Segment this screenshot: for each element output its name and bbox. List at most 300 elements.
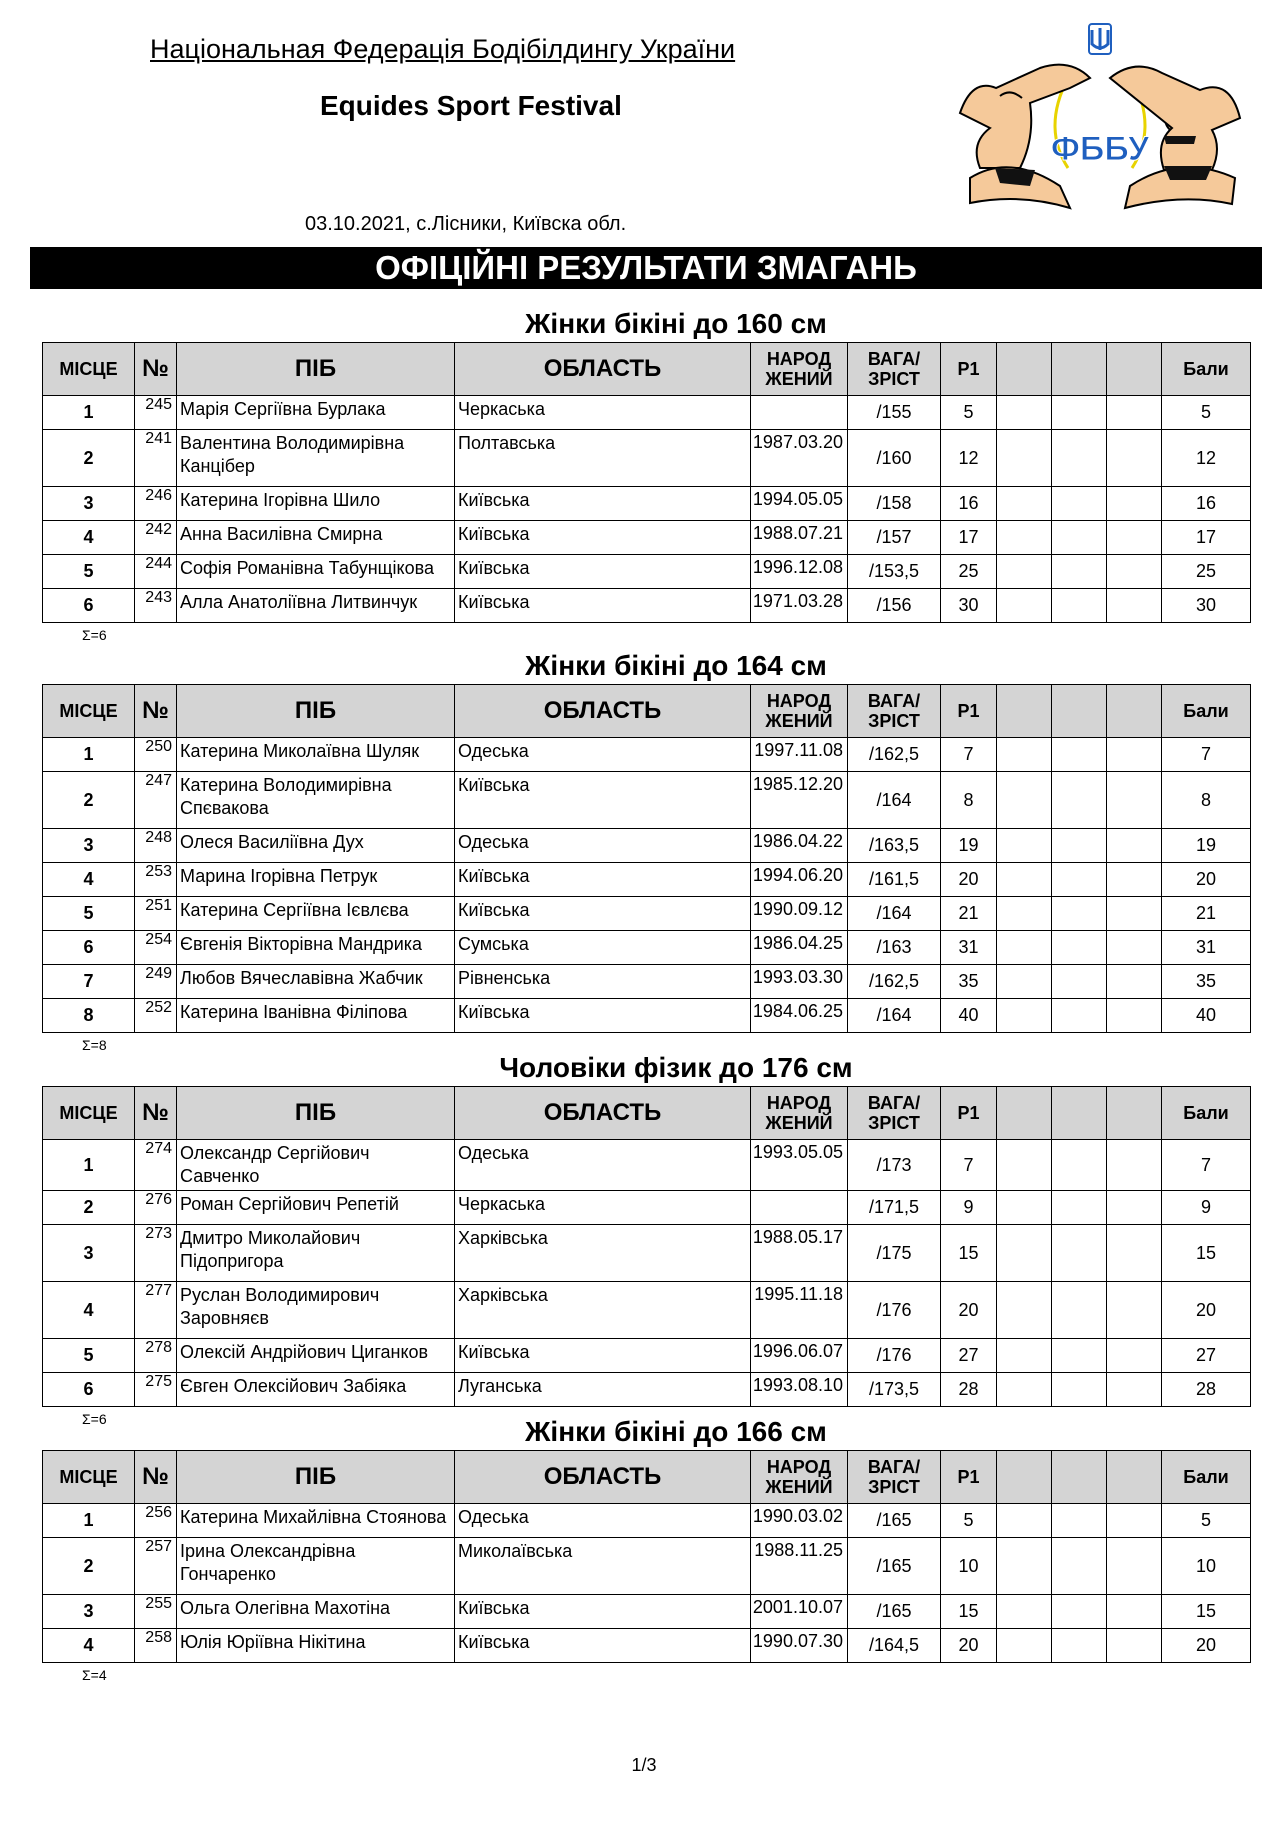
empty-cell	[1052, 555, 1107, 589]
empty-cell	[997, 1629, 1052, 1663]
birth-date-cell: 1986.04.22	[751, 829, 848, 863]
place-cell: 2	[43, 430, 135, 487]
birth-date-cell: 1984.06.25	[751, 999, 848, 1033]
birth-date-cell: 1996.12.08	[751, 555, 848, 589]
empty-cell	[1052, 1225, 1107, 1282]
table-header-row	[43, 343, 1251, 396]
birth-date-cell: 1987.03.20	[751, 430, 848, 487]
number-cell: 277	[135, 1282, 177, 1339]
empty-cell	[1052, 829, 1107, 863]
place-cell: 8	[43, 999, 135, 1033]
points-cell: 20	[1162, 1282, 1251, 1339]
col-header-empty	[1107, 685, 1162, 738]
name-cell: Марія Сергіївна Бурлака	[177, 396, 455, 430]
empty-cell	[1052, 589, 1107, 623]
birth-date-cell: 1994.05.05	[751, 487, 848, 521]
name-cell: Катерина Ігорівна Шило	[177, 487, 455, 521]
empty-cell	[1107, 1140, 1162, 1191]
region-cell: Київська	[455, 772, 751, 829]
empty-cell	[997, 555, 1052, 589]
points-cell: 12	[1162, 430, 1251, 487]
col-header-place: МІСЦЕ	[43, 1087, 135, 1140]
empty-cell	[1107, 965, 1162, 999]
table-row	[43, 521, 1251, 555]
birth-date-cell: 2001.10.07	[751, 1595, 848, 1629]
region-cell: Полтавська	[455, 430, 751, 487]
place-cell: 3	[43, 1225, 135, 1282]
points-cell: 19	[1162, 829, 1251, 863]
empty-cell	[1107, 430, 1162, 487]
col-header-birth: НАРОД ЖЕНИЙ	[751, 343, 848, 396]
region-cell: Київська	[455, 555, 751, 589]
category-title: Жінки бікіні до 166 см	[525, 1416, 827, 1447]
empty-cell	[1052, 1140, 1107, 1191]
name-cell: Ірина Олександрівна Гончаренко	[177, 1538, 455, 1595]
category-title: Жінки бікіні до 160 см	[525, 308, 827, 339]
weight-height-cell: /164	[848, 772, 941, 829]
region-cell: Київська	[455, 1595, 751, 1629]
empty-cell	[997, 430, 1052, 487]
col-header-place: МІСЦЕ	[43, 1451, 135, 1504]
number-cell: 249	[135, 965, 177, 999]
table-row	[43, 931, 1251, 965]
p1-cell: 40	[941, 999, 997, 1033]
col-header-name: ПІБ	[177, 685, 455, 738]
region-cell: Київська	[455, 897, 751, 931]
empty-cell	[1107, 1373, 1162, 1407]
points-cell: 16	[1162, 487, 1251, 521]
table-header-row	[43, 1451, 1251, 1504]
col-header-weight-height: ВАГА/ ЗРІСТ	[848, 343, 941, 396]
col-header-empty	[1107, 1451, 1162, 1504]
table-row	[43, 396, 1251, 430]
empty-cell	[1107, 1225, 1162, 1282]
region-cell: Черкаська	[455, 1191, 751, 1225]
results-table	[42, 1086, 1251, 1407]
weight-height-cell: /173,5	[848, 1373, 941, 1407]
points-cell: 5	[1162, 396, 1251, 430]
region-cell: Луганська	[455, 1373, 751, 1407]
number-cell: 248	[135, 829, 177, 863]
points-cell: 8	[1162, 772, 1251, 829]
weight-height-cell: /165	[848, 1595, 941, 1629]
place-cell: 6	[43, 931, 135, 965]
place-cell: 3	[43, 829, 135, 863]
empty-cell	[1052, 1629, 1107, 1663]
col-header-empty	[1052, 1087, 1107, 1140]
p1-cell: 25	[941, 555, 997, 589]
birth-date-cell	[751, 396, 848, 430]
table-row	[43, 1373, 1251, 1407]
col-header-empty	[1052, 1451, 1107, 1504]
empty-cell	[1107, 555, 1162, 589]
number-cell: 247	[135, 772, 177, 829]
empty-cell	[997, 1373, 1052, 1407]
number-cell: 253	[135, 863, 177, 897]
empty-cell	[1107, 1595, 1162, 1629]
event-title: Equides Sport Festival	[320, 90, 622, 121]
empty-cell	[1107, 1538, 1162, 1595]
birth-date-cell: 1996.06.07	[751, 1339, 848, 1373]
weight-height-cell: /163,5	[848, 829, 941, 863]
table-row	[43, 1595, 1251, 1629]
number-cell: 242	[135, 521, 177, 555]
points-cell: 40	[1162, 999, 1251, 1033]
name-cell: Катерина Миколаївна Шуляк	[177, 738, 455, 772]
col-header-weight-height: ВАГА/ ЗРІСТ	[848, 685, 941, 738]
col-header-number: №	[135, 1451, 177, 1504]
table-row	[43, 1538, 1251, 1595]
col-header-birth: НАРОД ЖЕНИЙ	[751, 1451, 848, 1504]
col-header-empty	[1052, 685, 1107, 738]
empty-cell	[1107, 863, 1162, 897]
table-row	[43, 589, 1251, 623]
col-header-empty	[1107, 343, 1162, 396]
name-cell: Олексій Андрійович Циганков	[177, 1339, 455, 1373]
empty-cell	[997, 487, 1052, 521]
weight-height-cell: /161,5	[848, 863, 941, 897]
col-header-empty	[997, 1087, 1052, 1140]
p1-cell: 15	[941, 1225, 997, 1282]
results-banner: ОФІЦІЙНІ РЕЗУЛЬТАТИ ЗМАГАНЬ	[30, 247, 1262, 289]
number-cell: 241	[135, 430, 177, 487]
table-row	[43, 863, 1251, 897]
name-cell: Катерина Іванівна Філіпова	[177, 999, 455, 1033]
empty-cell	[1107, 897, 1162, 931]
weight-height-cell: /165	[848, 1538, 941, 1595]
empty-cell	[997, 738, 1052, 772]
category-title: Жінки бікіні до 164 см	[525, 650, 827, 681]
name-cell: Ольга Олегівна Махотіна	[177, 1595, 455, 1629]
name-cell: Анна Василівна Смирна	[177, 521, 455, 555]
number-cell: 246	[135, 487, 177, 521]
name-cell: Євген Олексійович Забіяка	[177, 1373, 455, 1407]
weight-height-cell: /160	[848, 430, 941, 487]
place-cell: 4	[43, 1629, 135, 1663]
name-cell: Роман Сергійович Репетій	[177, 1191, 455, 1225]
empty-cell	[1107, 772, 1162, 829]
region-cell: Миколаївська	[455, 1538, 751, 1595]
name-cell: Катерина Михайлівна Стоянова	[177, 1504, 455, 1538]
table-row	[43, 965, 1251, 999]
table-row	[43, 897, 1251, 931]
region-cell: Харківська	[455, 1225, 751, 1282]
birth-date-cell: 1988.11.25	[751, 1538, 848, 1595]
points-cell: 21	[1162, 897, 1251, 931]
empty-cell	[997, 829, 1052, 863]
empty-cell	[1052, 965, 1107, 999]
empty-cell	[1052, 931, 1107, 965]
points-cell: 9	[1162, 1191, 1251, 1225]
table-row	[43, 487, 1251, 521]
weight-height-cell: /164,5	[848, 1629, 941, 1663]
empty-cell	[997, 1191, 1052, 1225]
birth-date-cell: 1986.04.25	[751, 931, 848, 965]
number-cell: 276	[135, 1191, 177, 1225]
col-header-region: ОБЛАСТЬ	[455, 343, 751, 396]
points-cell: 5	[1162, 1504, 1251, 1538]
weight-height-cell: /165	[848, 1504, 941, 1538]
place-cell: 2	[43, 1538, 135, 1595]
empty-cell	[1052, 430, 1107, 487]
empty-cell	[1107, 396, 1162, 430]
region-cell: Київська	[455, 999, 751, 1033]
points-cell: 27	[1162, 1339, 1251, 1373]
col-header-empty	[997, 343, 1052, 396]
points-cell: 10	[1162, 1538, 1251, 1595]
empty-cell	[997, 897, 1052, 931]
place-cell: 5	[43, 555, 135, 589]
col-header-place: МІСЦЕ	[43, 685, 135, 738]
empty-cell	[1052, 863, 1107, 897]
place-cell: 6	[43, 1373, 135, 1407]
weight-height-cell: /155	[848, 396, 941, 430]
name-cell: Валентина Володимирівна Канцібер	[177, 430, 455, 487]
results-section	[42, 306, 1250, 647]
name-cell: Марина Ігорівна Петрук	[177, 863, 455, 897]
table-row	[43, 738, 1251, 772]
table-row	[43, 430, 1251, 487]
col-header-p1: Р1	[941, 1451, 997, 1504]
p1-cell: 17	[941, 521, 997, 555]
points-cell: 35	[1162, 965, 1251, 999]
col-header-p1: Р1	[941, 1087, 997, 1140]
name-cell: Софія Романівна Табунщікова	[177, 555, 455, 589]
col-header-points: Бали	[1162, 685, 1251, 738]
number-cell: 251	[135, 897, 177, 931]
table-header-row	[43, 1087, 1251, 1140]
empty-cell	[1052, 1595, 1107, 1629]
place-cell: 4	[43, 1282, 135, 1339]
weight-height-cell: /163	[848, 931, 941, 965]
weight-height-cell: /157	[848, 521, 941, 555]
col-header-place: МІСЦЕ	[43, 343, 135, 396]
region-cell: Київська	[455, 863, 751, 897]
number-cell: 273	[135, 1225, 177, 1282]
points-cell: 7	[1162, 1140, 1251, 1191]
birth-date-cell: 1993.08.10	[751, 1373, 848, 1407]
empty-cell	[1052, 738, 1107, 772]
empty-cell	[997, 1595, 1052, 1629]
name-cell: Любов Вячеславівна Жабчик	[177, 965, 455, 999]
region-cell: Одеська	[455, 1504, 751, 1538]
points-cell: 31	[1162, 931, 1251, 965]
federation-title: Національная Федерація Бодібілдингу України	[150, 34, 736, 64]
place-cell: 1	[43, 1504, 135, 1538]
p1-cell: 30	[941, 589, 997, 623]
weight-height-cell: /156	[848, 589, 941, 623]
birth-date-cell: 1988.05.17	[751, 1225, 848, 1282]
weight-height-cell: /164	[848, 897, 941, 931]
region-cell: Одеська	[455, 1140, 751, 1191]
number-cell: 252	[135, 999, 177, 1033]
place-cell: 1	[43, 1140, 135, 1191]
number-cell: 244	[135, 555, 177, 589]
weight-height-cell: /173	[848, 1140, 941, 1191]
col-header-region: ОБЛАСТЬ	[455, 1087, 751, 1140]
place-cell: 5	[43, 897, 135, 931]
p1-cell: 19	[941, 829, 997, 863]
p1-cell: 9	[941, 1191, 997, 1225]
empty-cell	[1107, 521, 1162, 555]
region-cell: Черкаська	[455, 396, 751, 430]
col-header-points: Бали	[1162, 1087, 1251, 1140]
empty-cell	[997, 863, 1052, 897]
empty-cell	[997, 589, 1052, 623]
col-header-name: ПІБ	[177, 1087, 455, 1140]
empty-cell	[997, 521, 1052, 555]
empty-cell	[997, 396, 1052, 430]
p1-cell: 20	[941, 1629, 997, 1663]
empty-cell	[1107, 487, 1162, 521]
empty-cell	[1052, 1191, 1107, 1225]
name-cell: Алла Анатоліївна Литвинчук	[177, 589, 455, 623]
table-row	[43, 772, 1251, 829]
points-cell: 7	[1162, 738, 1251, 772]
empty-cell	[1107, 738, 1162, 772]
number-cell: 257	[135, 1538, 177, 1595]
empty-cell	[1107, 829, 1162, 863]
p1-cell: 21	[941, 897, 997, 931]
empty-cell	[1052, 1538, 1107, 1595]
participant-count: Σ=6	[82, 1411, 107, 1427]
number-cell: 243	[135, 589, 177, 623]
p1-cell: 7	[941, 738, 997, 772]
logo-text: ФББУ	[1050, 130, 1150, 168]
col-header-weight-height: ВАГА/ ЗРІСТ	[848, 1451, 941, 1504]
table-row	[43, 1225, 1251, 1282]
page-number: 1/3	[631, 1755, 657, 1775]
name-cell: Катерина Сергіївна Ієвлєва	[177, 897, 455, 931]
birth-date-cell: 1993.05.05	[751, 1140, 848, 1191]
number-cell: 245	[135, 396, 177, 430]
col-header-points: Бали	[1162, 343, 1251, 396]
table-header-row	[43, 685, 1251, 738]
points-cell: 25	[1162, 555, 1251, 589]
empty-cell	[1107, 589, 1162, 623]
points-cell: 15	[1162, 1225, 1251, 1282]
name-cell: Руслан Володимирович Заровняєв	[177, 1282, 455, 1339]
birth-date-cell: 1988.07.21	[751, 521, 848, 555]
table-row	[43, 555, 1251, 589]
weight-height-cell: /153,5	[848, 555, 941, 589]
name-cell: Олександр Сергійович Савченко	[177, 1140, 455, 1191]
points-cell: 17	[1162, 521, 1251, 555]
table-row	[43, 1629, 1251, 1663]
place-cell: 5	[43, 1339, 135, 1373]
place-cell: 6	[43, 589, 135, 623]
place-cell: 1	[43, 738, 135, 772]
birth-date-cell: 1997.11.08	[751, 738, 848, 772]
results-section	[42, 1050, 1250, 1431]
region-cell: Рівненська	[455, 965, 751, 999]
birth-date-cell: 1990.09.12	[751, 897, 848, 931]
results-table	[42, 342, 1251, 623]
empty-cell	[1052, 1282, 1107, 1339]
p1-cell: 5	[941, 396, 997, 430]
p1-cell: 8	[941, 772, 997, 829]
place-cell: 2	[43, 772, 135, 829]
col-header-birth: НАРОД ЖЕНИЙ	[751, 685, 848, 738]
empty-cell	[997, 1225, 1052, 1282]
number-cell: 254	[135, 931, 177, 965]
col-header-weight-height: ВАГА/ ЗРІСТ	[848, 1087, 941, 1140]
p1-cell: 5	[941, 1504, 997, 1538]
empty-cell	[1052, 487, 1107, 521]
empty-cell	[1107, 1504, 1162, 1538]
table-row	[43, 1282, 1251, 1339]
p1-cell: 20	[941, 863, 997, 897]
col-header-number: №	[135, 343, 177, 396]
name-cell: Євгенія Вікторівна Мандрика	[177, 931, 455, 965]
empty-cell	[997, 1339, 1052, 1373]
number-cell: 258	[135, 1629, 177, 1663]
place-cell: 1	[43, 396, 135, 430]
p1-cell: 35	[941, 965, 997, 999]
federation-logo	[950, 18, 1250, 233]
col-header-number: №	[135, 685, 177, 738]
number-cell: 275	[135, 1373, 177, 1407]
name-cell: Юлія Юріївна Нікітина	[177, 1629, 455, 1663]
number-cell: 250	[135, 738, 177, 772]
place-cell: 7	[43, 965, 135, 999]
table-row	[43, 1140, 1251, 1191]
p1-cell: 20	[941, 1282, 997, 1339]
weight-height-cell: /162,5	[848, 965, 941, 999]
col-header-empty	[997, 685, 1052, 738]
col-header-p1: Р1	[941, 343, 997, 396]
p1-cell: 12	[941, 430, 997, 487]
place-cell: 2	[43, 1191, 135, 1225]
table-row	[43, 1504, 1251, 1538]
points-cell: 20	[1162, 1629, 1251, 1663]
empty-cell	[997, 931, 1052, 965]
p1-cell: 27	[941, 1339, 997, 1373]
empty-cell	[1107, 931, 1162, 965]
empty-cell	[997, 1538, 1052, 1595]
category-title: Чоловіки фізик до 176 см	[499, 1052, 853, 1083]
empty-cell	[1052, 1504, 1107, 1538]
p1-cell: 10	[941, 1538, 997, 1595]
results-section	[42, 648, 1250, 1057]
region-cell: Київська	[455, 1339, 751, 1373]
region-cell: Київська	[455, 487, 751, 521]
number-cell: 274	[135, 1140, 177, 1191]
results-section	[42, 1414, 1250, 1687]
points-cell: 28	[1162, 1373, 1251, 1407]
empty-cell	[997, 965, 1052, 999]
event-date-place: 03.10.2021, с.Лісники, Київска обл.	[305, 213, 627, 235]
number-cell: 256	[135, 1504, 177, 1538]
empty-cell	[1107, 999, 1162, 1033]
empty-cell	[1052, 897, 1107, 931]
empty-cell	[1052, 521, 1107, 555]
place-cell: 4	[43, 521, 135, 555]
p1-cell: 15	[941, 1595, 997, 1629]
table-row	[43, 999, 1251, 1033]
birth-date-cell: 1985.12.20	[751, 772, 848, 829]
col-header-number: №	[135, 1087, 177, 1140]
participant-count: Σ=4	[82, 1667, 107, 1683]
col-header-name: ПІБ	[177, 343, 455, 396]
col-header-p1: Р1	[941, 685, 997, 738]
number-cell: 255	[135, 1595, 177, 1629]
table-row	[43, 1339, 1251, 1373]
points-cell: 20	[1162, 863, 1251, 897]
birth-date-cell: 1971.03.28	[751, 589, 848, 623]
place-cell: 3	[43, 487, 135, 521]
col-header-name: ПІБ	[177, 1451, 455, 1504]
